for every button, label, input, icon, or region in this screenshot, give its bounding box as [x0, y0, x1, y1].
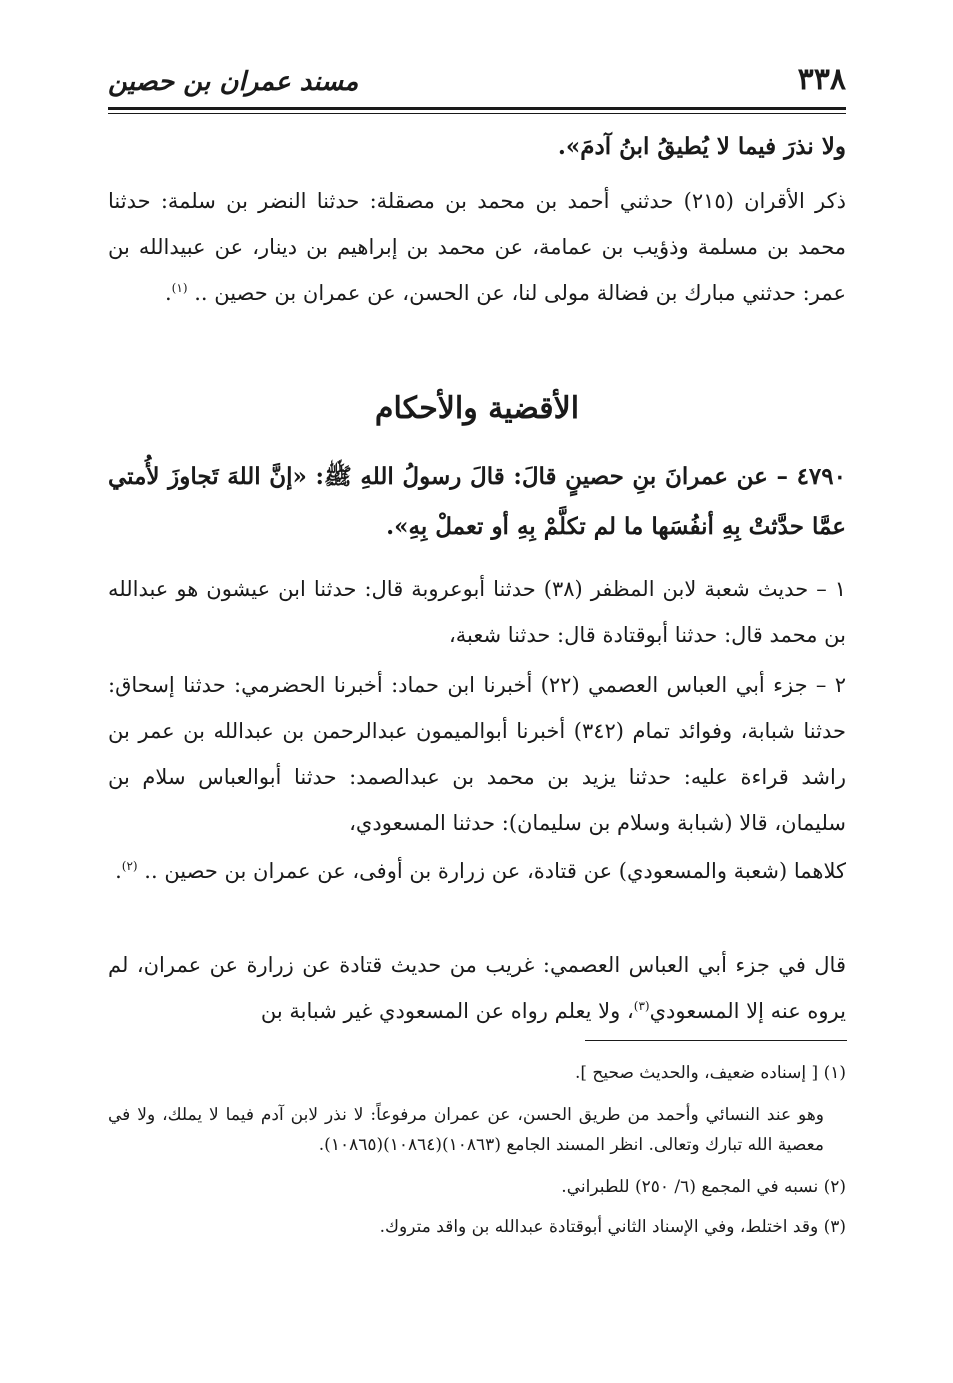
paragraph-text: كلاهما (شعبة والمسعودي) عن قتادة، عن زرارة بن أوفى، عن عمران بن حصين .. [144, 859, 846, 883]
paragraph-text-cont: ، ولا يعلم رواه عن المسعودي غير شبابة بن [260, 999, 634, 1023]
footnote-separator [585, 1040, 847, 1041]
header-rule-thin [108, 113, 846, 114]
footnote-3: (٣) وقد اختلط، وفي الإسناد الثاني أبوقتادة عبدالله بن واقد متروك. [379, 1217, 846, 1237]
running-header [108, 60, 846, 106]
paragraph-both: كلاهما (شعبة والمسعودي) عن قتادة، عن زرارة بن أوفى، عن عمران بن حصين .. $^{(٢)}$. [115, 859, 846, 883]
paragraph-comment [108, 942, 846, 1034]
paragraph-source-2: ٢ – جزء أبي العباس العصمي (٢٢) أخبرنا ابن حماد: أخبرنا الحضرمي: حدثنا إسحاق: حدثنا شبابة، وفوائد تمام (٣٤٢) أخبرنا أبوالميمون عبدالرحمن بن عبدالله بن عمر بن راشد قراءة عليه: حدثنا يزيد بن محمد بن عبدالصمد: حدثنا أبوالعباس سلام بن سليمان، قالا (شبابة وسلام بن سليمان): حدثنا المسعودي، [108, 673, 847, 835]
footnote-ref-2: (٢) [121, 859, 138, 873]
page-number: ٣٣٨ [797, 62, 846, 97]
opening-line: ولا نذرَ فيما لا يُطيقُ ابنُ آدمَ». [557, 133, 846, 160]
footnote-1-continuation: وهو عند النسائي وأحمد من طريق الحسن، عن عمران مرفوعاً: لا نذر لابن آدم فيما لا يملك، ولا في معصية الله تبارك وتعالى. انظر المسند الجامع (١٠٨٦٣)(١٠٨٦٤)(١٠٨٦٥). [108, 1105, 824, 1155]
footnote-2: (٢) نسبه في المجمع (٦/ ٢٥٠) للطبراني. [561, 1177, 846, 1197]
paragraph-aqran: ذكر الأقران (٢١٥) حدثني أحمد بن محمد بن مصقلة: حدثنا النضر بن سلمة: حدثنا محمد بن مسلمة وذؤيب بن عمامة، عن محمد بن إبراهيم بن دينار، عن عبيدالله بن عمر: حدثني مبارك بن فضالة مولى لنا، عن الحسن، عن عمران بن حصين .. $^{(١)}$. [108, 189, 846, 305]
footnote-ref-3: (٣) [633, 999, 650, 1013]
paragraph-text: ذكر الأقران (٢١٥) حدثني أحمد بن محمد بن مصقلة: حدثنا النضر بن سلمة: حدثنا محمد بن مسلمة وذؤيب بن عمامة، عن محمد بن إبراهيم بن دينار، عن عبيدالله بن عمر: حدثني مبارك بن فضالة مولى لنا، عن الحسن، عن عمران بن حصين .. [108, 189, 846, 305]
footnote-ref-1: (١) [171, 281, 188, 295]
footnote-1: (١) [ إسناده ضعيف، والحديث صحيح ]. [574, 1063, 846, 1083]
paragraph-text: قال في جزء أبي العباس العصمي: غريب من حديث قتادة عن زرارة عن عمران، لم يروه عنه إلا المسعودي [108, 953, 846, 1023]
hadith-text: ٤٧٩٠ – عن عمرانَ بنِ حصينٍ قالَ: قالَ رسولُ اللهِ ﷺ: «إنَّ اللهَ تَجاوزَ لأُمتي عمَّا حدَّثتْ بِهِ أنفُسَها ما لم تكلَّمْ بِهِ أو تعملْ بِهِ». [108, 463, 846, 540]
header-rule-thick [108, 107, 846, 110]
running-title: مسند عمران بن حصين [108, 67, 359, 97]
section-heading: الأقضية والأحكام [374, 391, 580, 426]
paragraph-source-1: ١ – حديث شعبة لابن المظفر (٣٨) حدثنا أبوعروبة قال: حدثنا ابن عيشون هو عبدالله بن محمد قال: حدثنا أبوقتادة قال: حدثنا شعبة، [108, 577, 846, 647]
